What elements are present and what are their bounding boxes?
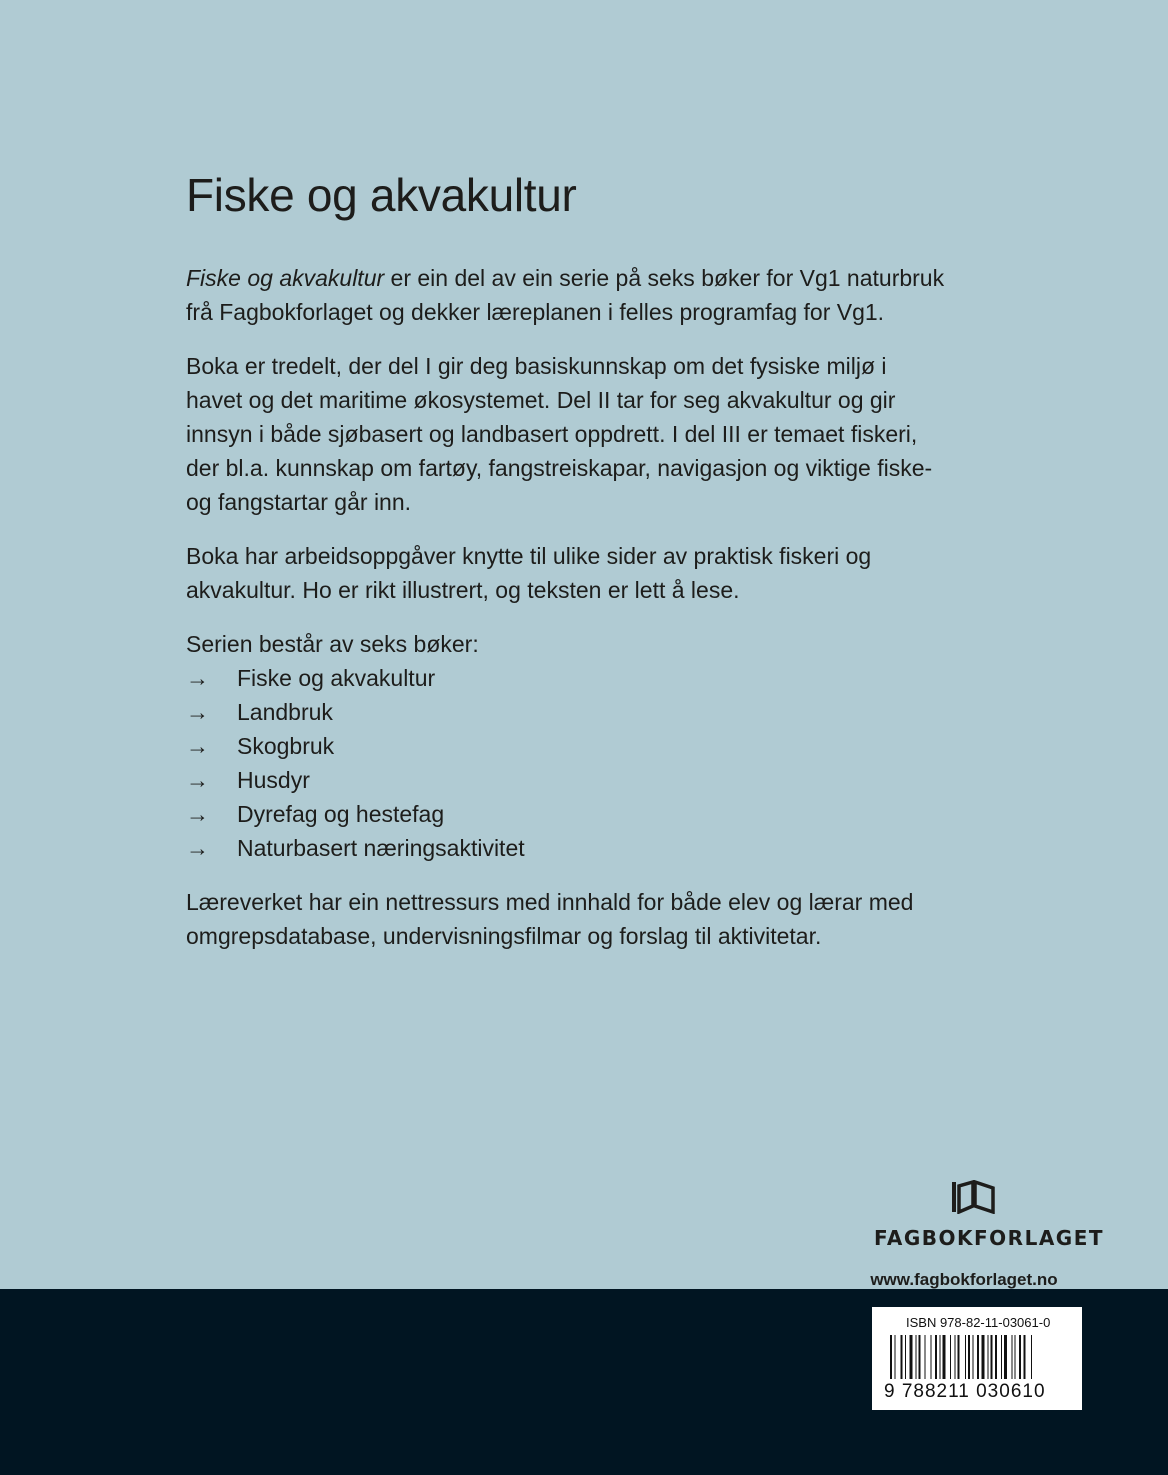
isbn-barcode [872, 1307, 1082, 1410]
list-item [186, 661, 946, 695]
publisher-logo [870, 1180, 1105, 1290]
publisher-name: FAGBOKFORLAGET [874, 1226, 1105, 1250]
arrow-right-icon: → [186, 699, 209, 726]
barcode-digits: 9 788211 030610 [884, 1381, 1046, 1402]
arrow-right-icon: → [186, 767, 209, 794]
intro-italic-title: Fiske og akvakultur [186, 265, 385, 292]
series-item-label: Landbruk [237, 699, 333, 726]
arrow-right-icon: → [186, 801, 209, 828]
open-book-logo-icon [951, 1180, 997, 1214]
series-item-label: Fiske og akvakultur [237, 665, 436, 692]
back-cover-text [186, 168, 946, 973]
series-item-label: Dyrefag og hestefag [237, 801, 445, 828]
barcode-bars [890, 1335, 1066, 1379]
arrow-right-icon: → [186, 835, 209, 862]
online-resource-paragraph: Læreverket har ein nettressurs med innhald for både elev og lærar med omgrepsdatabase, undervisningsfilmar og forslag til aktivitetar. [186, 889, 914, 950]
book-title: Fiske og akvakultur [186, 169, 577, 221]
arrow-right-icon: → [186, 733, 209, 760]
publisher-url: www.fagbokforlaget.no [870, 1270, 1058, 1289]
list-item [186, 797, 946, 831]
arrow-right-icon: → [186, 665, 209, 692]
isbn-number: ISBN 978-82-11-03061-0 [906, 1315, 1051, 1330]
intro-text: er ein del av ein serie på seks bøker for Vg1 naturbruk frå Fagbokforlaget og dekker læreplanen i felles programfag for Vg1. [186, 265, 945, 326]
series-item-label: Skogbruk [237, 733, 335, 760]
list-item [186, 763, 946, 797]
series-item-label: Husdyr [237, 767, 310, 794]
description-paragraph: Boka er tredelt, der del I gir deg basiskunnskap om det fysiske miljø i havet og det maritime økosystemet. Del II tar for seg akvakultur og gir innsyn i både sjøbasert og landbasert oppdrett. I del III er temaet fiskeri, der bl.a. kunnskap om fartøy, fangstreiskapar, navigasjon og viktige fiske- og fangstartar går inn. [186, 353, 933, 516]
list-item [186, 831, 946, 865]
features-paragraph: Boka har arbeidsoppgåver knytte til ulike sider av praktisk fiskeri og akvakultur. Ho er rikt illustrert, og teksten er lett å lese. [186, 543, 872, 604]
intro-paragraph [186, 261, 946, 329]
series-item-label: Naturbasert næringsaktivitet [237, 835, 525, 862]
list-item [186, 695, 946, 729]
list-item [186, 729, 946, 763]
series-heading: Serien består av seks bøker: [186, 631, 479, 658]
series-list [186, 661, 946, 865]
